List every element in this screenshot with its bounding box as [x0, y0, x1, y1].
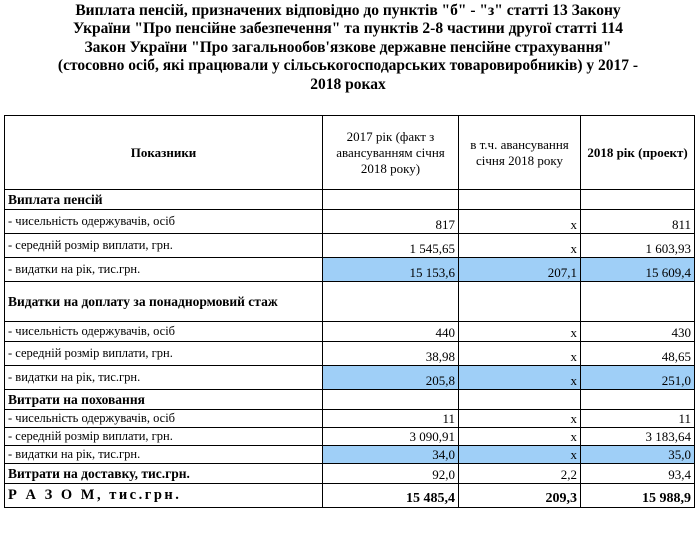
row-value: 1 545,65: [323, 234, 459, 258]
table-row: [5, 366, 695, 390]
row-label: Р А З О М, тис.грн.: [5, 484, 323, 508]
row-value: 205,8: [323, 366, 459, 390]
row-label: - видатки на рік, тис.грн.: [5, 366, 323, 390]
table-row: [5, 464, 695, 484]
title-line: Виплата пенсій, призначених відповідно до пунктів "б" - "з" статті 13 Закону: [75, 2, 621, 19]
row-value: 35,0: [581, 446, 695, 464]
table-row: [5, 234, 695, 258]
header-advance: в т.ч. авансування січня 2018 року: [459, 116, 581, 190]
row-value: 811: [581, 210, 695, 234]
row-value: 48,65: [581, 342, 695, 366]
row-value: 34,0: [323, 446, 459, 464]
row-label: - видатки на рік, тис.грн.: [5, 446, 323, 464]
row-value: х: [459, 342, 581, 366]
row-value: 15 609,4: [581, 258, 695, 282]
row-value: [459, 282, 581, 322]
row-value: 15 988,9: [581, 484, 695, 508]
row-value: 209,3: [459, 484, 581, 508]
header-2017: 2017 рік (факт з авансуванням січня 2018 року): [323, 116, 459, 190]
row-value: 11: [323, 410, 459, 428]
row-label: - чисельність одержувачів, осіб: [5, 210, 323, 234]
header-2018: 2018 рік (проект): [581, 116, 695, 190]
row-value: х: [459, 428, 581, 446]
table-row: [5, 190, 695, 210]
table-row: [5, 342, 695, 366]
row-value: х: [459, 446, 581, 464]
row-value: 817: [323, 210, 459, 234]
row-label: - видатки на рік, тис.грн.: [5, 258, 323, 282]
row-value: 3 183,64: [581, 428, 695, 446]
row-value: [581, 282, 695, 322]
row-label: Витрати на поховання: [5, 390, 323, 410]
row-value: 15 485,4: [323, 484, 459, 508]
title-line: України "Про пенсійне забезпечення" та пунктів 2-8 частини другої статті 114: [72, 20, 624, 38]
table-row: [5, 390, 695, 410]
document-title: [0, 2, 696, 94]
row-value: [323, 282, 459, 322]
row-value: 251,0: [581, 366, 695, 390]
row-value: [323, 190, 459, 210]
header-row: [5, 116, 695, 190]
row-label: - середній розмір виплати, грн.: [5, 342, 323, 366]
table-row: [5, 210, 695, 234]
table-row: [5, 410, 695, 428]
table-row: [5, 446, 695, 464]
row-value: [459, 390, 581, 410]
row-value: 1 603,93: [581, 234, 695, 258]
row-label: - середній розмір виплати, грн.: [5, 428, 323, 446]
table-row: [5, 282, 695, 322]
row-value: х: [459, 210, 581, 234]
row-value: 2,2: [459, 464, 581, 484]
row-value: 93,4: [581, 464, 695, 484]
row-label: Витрати на доставку, тис.грн.: [5, 464, 323, 484]
header-indicators: Показники: [5, 116, 323, 190]
row-label: Видатки на доплату за понаднормовий стаж: [5, 282, 323, 322]
table-row: [5, 322, 695, 342]
row-label: - чисельність одержувачів, осіб: [5, 410, 323, 428]
row-value: 207,1: [459, 258, 581, 282]
row-value: [323, 390, 459, 410]
row-value: 440: [323, 322, 459, 342]
pension-table: [4, 115, 695, 508]
row-value: [581, 190, 695, 210]
row-value: 11: [581, 410, 695, 428]
row-value: 92,0: [323, 464, 459, 484]
row-label: - чисельність одержувачів, осіб: [5, 322, 323, 342]
row-value: 430: [581, 322, 695, 342]
row-value: х: [459, 366, 581, 390]
title-line: 2018 роках: [310, 75, 386, 93]
row-value: х: [459, 322, 581, 342]
row-value: [581, 390, 695, 410]
row-label: Виплата пенсій: [5, 190, 323, 210]
title-line: Закон України "Про загальнообов'язкове державне пенсійне страхування": [84, 38, 612, 56]
row-value: х: [459, 234, 581, 258]
row-value: [459, 190, 581, 210]
row-value: 38,98: [323, 342, 459, 366]
row-value: 15 153,6: [323, 258, 459, 282]
row-value: х: [459, 410, 581, 428]
table-row: [5, 258, 695, 282]
table-row: [5, 484, 695, 508]
row-label: - середній розмір виплати, грн.: [5, 234, 323, 258]
row-value: 3 090,91: [323, 428, 459, 446]
title-line: (стосовно осіб, які працювали у сільськогосподарських товаровиробників) у 2017 -: [57, 57, 639, 75]
table-row: [5, 428, 695, 446]
